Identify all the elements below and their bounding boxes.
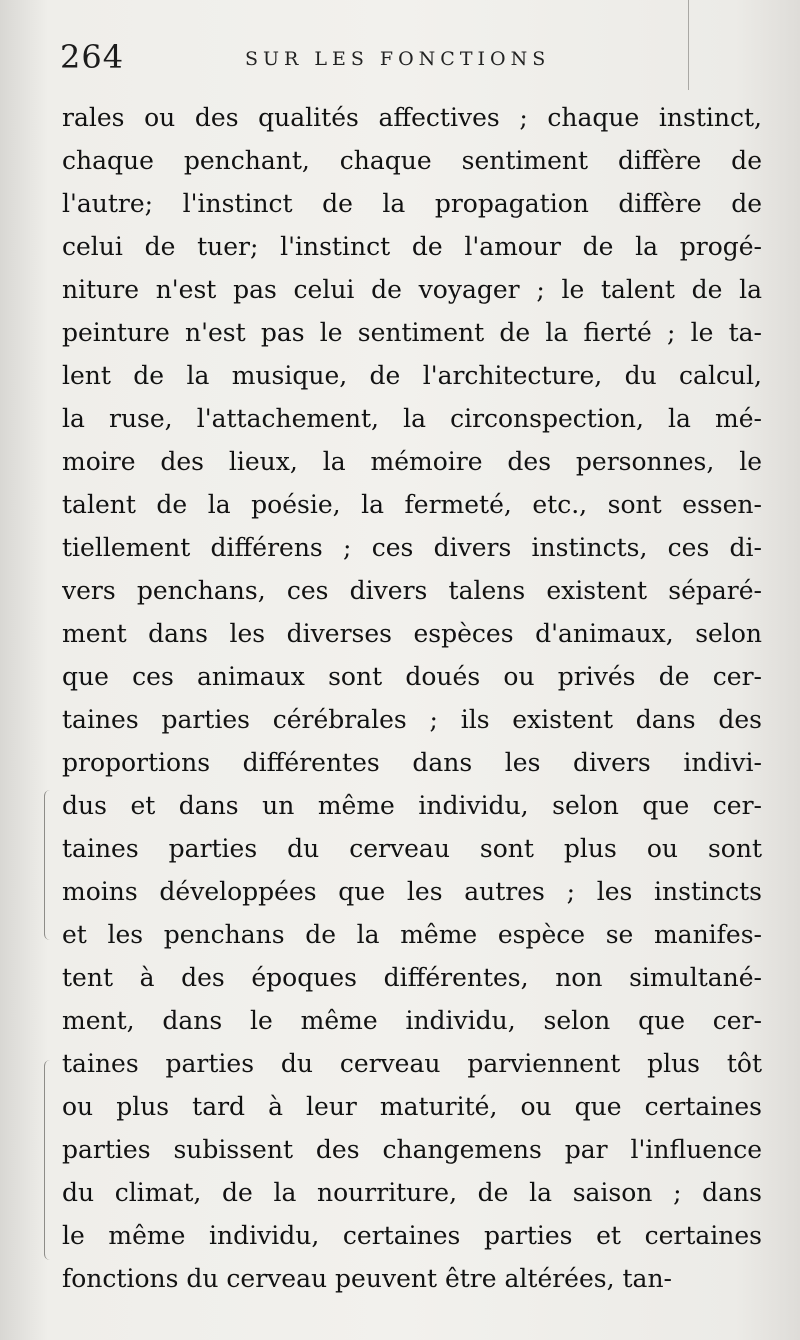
binding-shadow-line xyxy=(688,0,689,90)
text-line: et les penchans de la même espèce se manifes- xyxy=(62,920,762,949)
text-line: fonctions du cerveau peuvent être altérées, tan- xyxy=(62,1264,672,1293)
text-line: tiellement différens ; ces divers instincts, ces di- xyxy=(62,533,762,562)
text-line: taines parties cérébrales ; ils existent dans des xyxy=(62,705,762,734)
text-line: taines parties du cerveau parviennent plus tôt xyxy=(62,1049,762,1078)
running-head: SUR LES FONCTIONS xyxy=(245,48,551,70)
text-line: moins développées que les autres ; les instincts xyxy=(62,877,762,906)
text-line: celui de tuer; l'instinct de l'amour de la progé- xyxy=(62,232,762,261)
text-line: rales ou des qualités affectives ; chaque instinct, xyxy=(62,103,762,132)
text-line: moire des lieux, la mémoire des personnes, le xyxy=(62,447,762,476)
text-line: peinture n'est pas le sentiment de la fierté ; le ta- xyxy=(62,318,762,347)
text-line: proportions différentes dans les divers indivi- xyxy=(62,748,762,777)
body-text xyxy=(62,96,762,1300)
text-line: que ces animaux sont doués ou privés de cer- xyxy=(62,662,762,691)
text-line: taines parties du cerveau sont plus ou sont xyxy=(62,834,762,863)
text-line: parties subissent des changemens par l'influence xyxy=(62,1135,762,1164)
text-line: la ruse, l'attachement, la circonspection, la mé- xyxy=(62,404,762,433)
text-line: vers penchans, ces divers talens existent séparé- xyxy=(62,576,762,605)
text-line: du climat, de la nourriture, de la saison ; dans xyxy=(62,1178,762,1207)
text-line: tent à des époques différentes, non simultané- xyxy=(62,963,762,992)
pencil-margin-mark xyxy=(44,790,51,940)
text-line: le même individu, certaines parties et certaines xyxy=(62,1221,762,1250)
page-number: 264 xyxy=(60,38,125,76)
text-line: ment, dans le même individu, selon que cer- xyxy=(62,1006,762,1035)
pencil-margin-mark xyxy=(44,1060,51,1260)
text-line: niture n'est pas celui de voyager ; le talent de la xyxy=(62,275,762,304)
text-line: l'autre; l'instinct de la propagation diffère de xyxy=(62,189,762,218)
text-line: ment dans les diverses espèces d'animaux, selon xyxy=(62,619,762,648)
text-line: talent de la poésie, la fermeté, etc., sont essen- xyxy=(62,490,762,519)
text-line: chaque penchant, chaque sentiment diffère de xyxy=(62,146,762,175)
text-line: lent de la musique, de l'architecture, du calcul, xyxy=(62,361,762,390)
text-line: ou plus tard à leur maturité, ou que certaines xyxy=(62,1092,762,1121)
text-line: dus et dans un même individu, selon que cer- xyxy=(62,791,762,820)
